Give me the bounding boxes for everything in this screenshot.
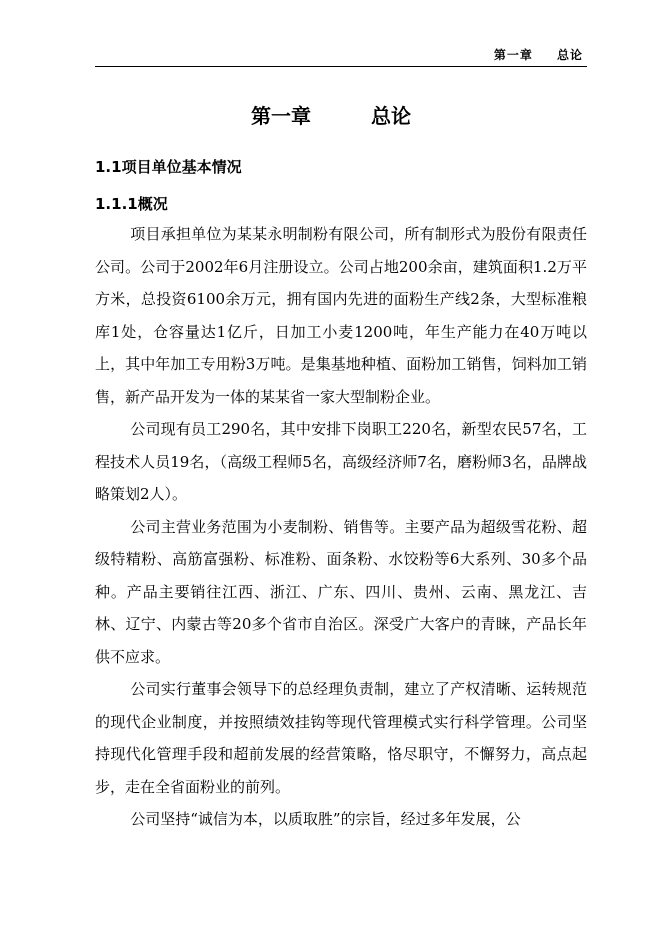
subsection-heading: 1.1.1概况 (95, 195, 168, 213)
paragraph: 公司主营业务范围为小麦制粉、销售等。主要产品为超级雪花粉、超级特精粉、高筋富强粉、标准粉、面条粉、水饺粉等6大系列、30多个品种。产品主要销往江西、浙江、广东、四川、贵州、云南、黑龙江、吉林、辽宁、内蒙古等20多个省市自治区。深受广大客户的青睐，产品长年供不应求。 (95, 517, 587, 666)
body-text (95, 218, 587, 836)
paragraph: 项目承担单位为某某永明制粉有限公司，所有制形式为股份有限责任公司。公司于2002年6月注册设立。公司占地200余亩，建筑面积1.2万平方米，总投资6100余万元，拥有国内先进的面粉生产线2条，大型标准粮库1处，仓容量达1亿斤，日加工小麦1200吨，年生产能力在40万吨以上，其中年加工专用粉3万吨。是集基地种植、面粉加工销售，饲料加工销售，新产品开发为一体的某某省一家大型制粉企业。 (95, 225, 587, 406)
paragraph: 公司坚持“诚信为本，以质取胜”的宗旨，经过多年发展，公 (130, 810, 521, 828)
header-text: 第一章 总论 (493, 48, 583, 62)
section-heading: 1.1项目单位基本情况 (95, 158, 242, 176)
chapter-title: 第一章 总论 (251, 104, 411, 128)
paragraph: 公司现有员工290名，其中安排下岗职工220名，新型农民57名，工程技术人员19名，（高级工程师5名，高级经济师7名，磨粉师3名，品牌战略策划2人）。 (95, 420, 587, 503)
paragraph: 公司实行董事会领导下的总经理负责制，建立了产权清晰、运转规范的现代企业制度，并按照绩效挂钩等现代管理模式实行科学管理。公司坚持现代化管理手段和超前发展的经营策略，恪尽职守，不懈努力，高点起步，走在全省面粉业的前列。 (95, 680, 587, 796)
page-header (95, 44, 587, 67)
